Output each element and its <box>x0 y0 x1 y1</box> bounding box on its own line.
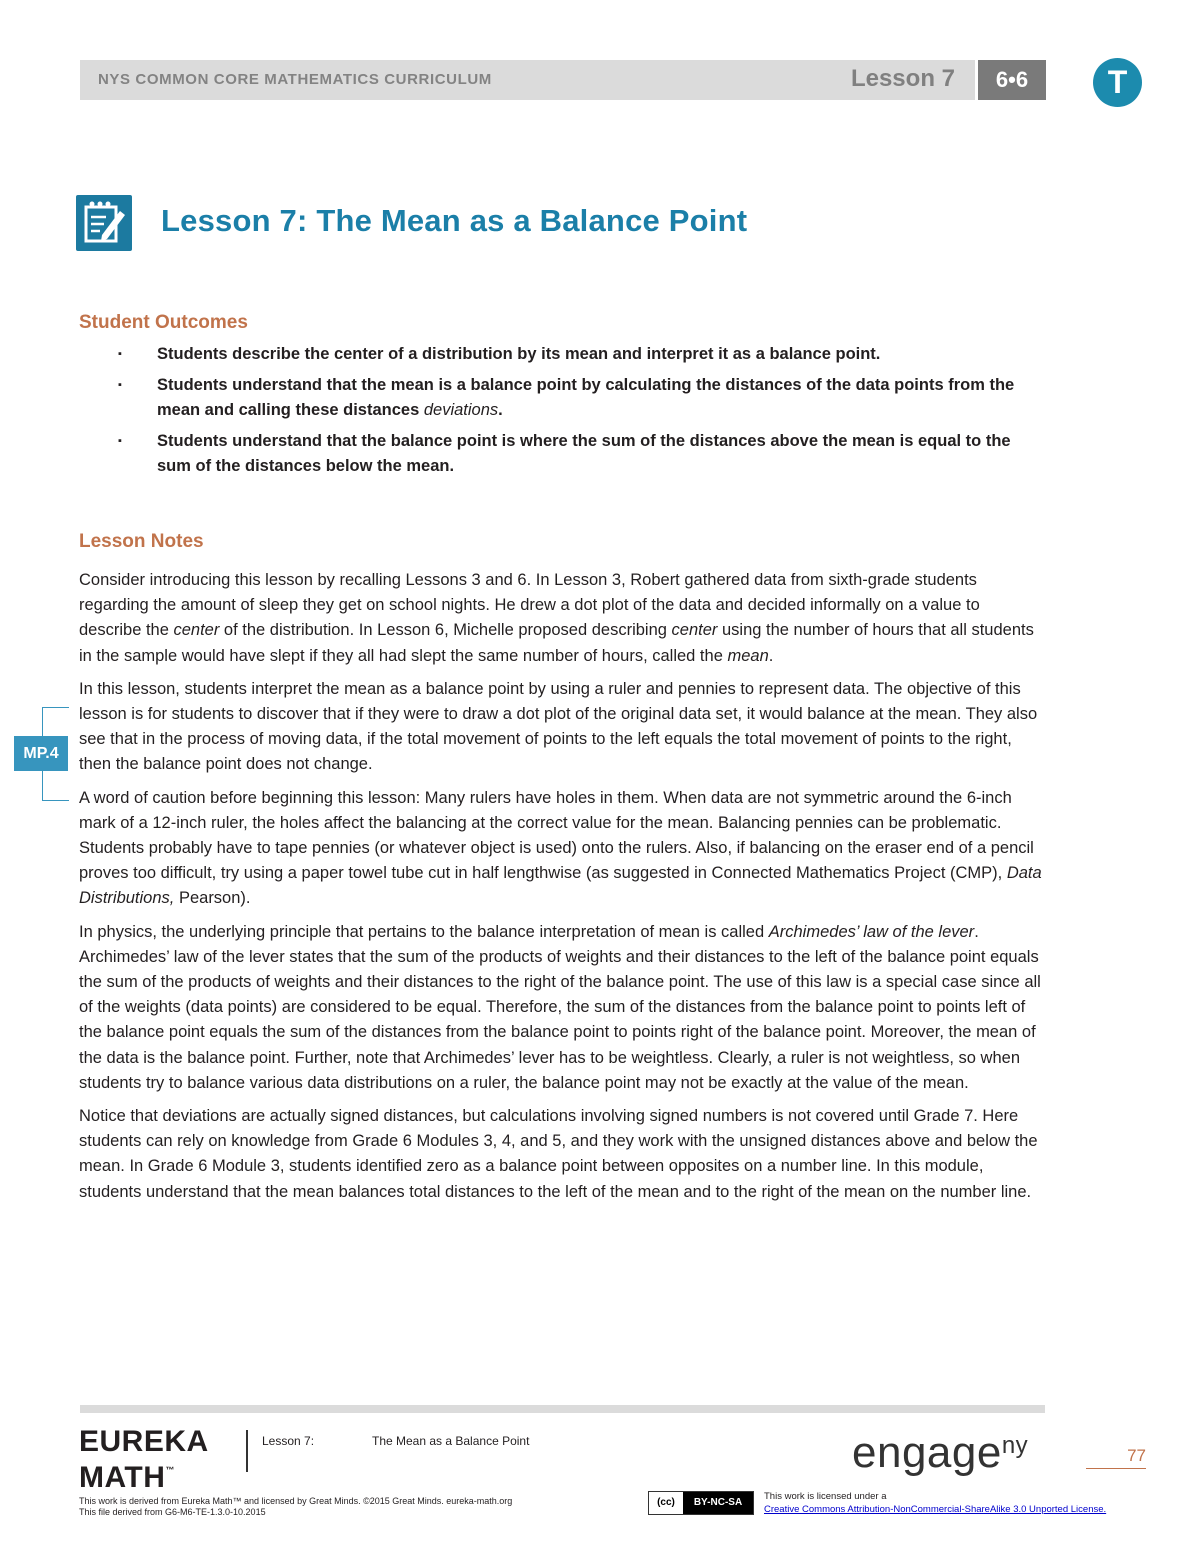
page-number: 77 <box>1086 1446 1146 1469</box>
bullet-icon: ▪ <box>118 348 122 360</box>
notes-paragraph-4: In physics, the underlying principle that pertains to the balance interpretation of mean is called Archimedes’ law of the lever. Archimedes’ law of the lever states that the sum of the products of weights and their distances to the left of the balance point equals the sum of the products of weights and their distances to the right of the balance point. The use of this law is a special case since all of the weights (data points) are considered to be equal. Therefore, the sum of the distances from the balance point to points left of the balance point equals the sum of the distances from the balance point to points right of the balance point. Moreover, the mean of the data is the balance point. Further, note that Archimedes’ lever has to be weightless. Clearly, a ruler is not weightless, so when students try to balance various data distributions on a ruler, the balance point may not be exactly at the value of the mean. <box>79 922 1041 1092</box>
cc-license-badge[interactable]: (cc) BY-NC-SA <box>648 1491 754 1515</box>
license-text: This work is licensed under a Creative Commons Attribution-NonCommercial-ShareAlike 3.0 Unported License. <box>764 1491 1107 1515</box>
mp-label: MP.4 <box>14 736 68 771</box>
lesson-notes-body <box>79 568 1044 1213</box>
pencil-paper-icon <box>76 195 132 251</box>
outcomes-list <box>118 342 1048 485</box>
license-link[interactable]: Creative Commons Attribution-NonCommercial-ShareAlike 3.0 Unported License. <box>764 1504 1107 1515</box>
list-item: ▪ Students understand that the mean is a balance point by calculating the distances of the data points from the mean and calling these distances deviations. <box>118 373 1048 423</box>
footer-lesson-label: Lesson 7: <box>262 1434 315 1448</box>
notes-paragraph-2: In this lesson, students interpret the mean as a balance point by using a ruler and pennies to represent data. The objective of this lesson is for students to discover that if they were to draw a dot plot of the original data set, it would balance at the mean. They also see that in the process of moving data, if the total movement of points to the left equals the total movement of points to the right, then the balance point does not change. <box>79 679 1038 774</box>
list-item: ▪ Students understand that the balance point is where the sum of the distances above the mean is equal to the sum of the distances below the mean. <box>118 429 1048 479</box>
engageny-logo: engage$^{ny}$ <box>852 1428 1029 1477</box>
teacher-badge: T <box>1093 58 1142 107</box>
bullet-icon: ▪ <box>118 379 122 391</box>
notes-paragraph-5: Notice that deviations are actually signed distances, but calculations involving signed numbers is not covered until Grade 7. Here students can rely on knowledge from Grade 6 Modules 3, 4, and 5, and they work with the unsigned distances above and below the mean. In Grade 6 Module 3, students identified zero as a balance point between opposites on a number line. In this module, students understand that the mean balances total distances to the left of the mean and to the right of the mean on the number line. <box>79 1107 1038 1201</box>
footer-lesson-title: The Mean as a Balance Point <box>372 1434 530 1448</box>
lesson-notes-heading: Lesson Notes <box>79 531 204 552</box>
bullet-icon: ▪ <box>118 435 122 447</box>
header-lesson: Lesson 7 <box>850 65 955 92</box>
list-item: ▪ Students describe the center of a distribution by its mean and interpret it as a balance point. <box>118 342 1048 367</box>
eureka-math-logo: EUREKA MATH™ <box>79 1425 209 1494</box>
curriculum-title: NYS COMMON CORE MATHEMATICS CURRICULUM <box>98 71 492 88</box>
footer-divider <box>246 1430 248 1472</box>
footer-rule <box>80 1405 1045 1413</box>
header-grade: 6•6 <box>978 60 1046 100</box>
page-title: Lesson 7: The Mean as a Balance Point <box>161 203 748 238</box>
notes-paragraph-1: Consider introducing this lesson by recalling Lessons 3 and 6. In Lesson 3, Robert gathered data from sixth-grade students regarding the amount of sleep they get on school nights. He drew a dot plot of the data and decided informally on a value to describe the center of the distribution. In Lesson 6, Michelle proposed describing center using the number of hours that all students in the sample would have slept if they all had slept the same number of hours, called the mean. <box>79 571 1034 665</box>
student-outcomes-heading: Student Outcomes <box>79 312 248 333</box>
notes-paragraph-3: A word of caution before beginning this lesson: Many rulers have holes in them. When data are not symmetric around the 6-inch mark of a 12-inch ruler, the holes affect the balancing at the correct value for the mean. Balancing pennies can be problematic. Students probably have to tape pennies (or whatever object is used) onto the rulers. Also, if balancing on the eraser end of a pencil proves too difficult, try using a paper towel tube cut in half lengthwise (as suggested in Connected Mathematics Project (CMP), Data Distributions, Pearson). <box>79 788 1042 908</box>
footer-fine-print: This work is derived from Eureka Math™ and licensed by Great Minds. ©2015 Great Minds. eureka-math.org This file derived from G6-M6-TE-1.3.0-10.2015 <box>79 1496 513 1517</box>
